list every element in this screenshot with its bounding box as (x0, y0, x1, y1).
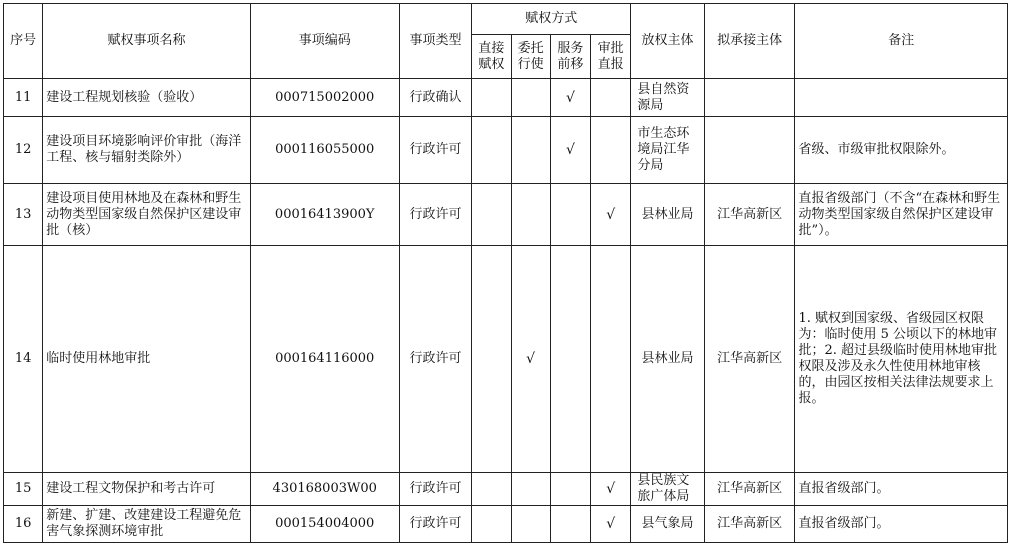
check-empty (511, 506, 550, 543)
check-empty (472, 184, 511, 246)
row-receiver (704, 79, 795, 117)
check-direct-report: √ (591, 473, 631, 506)
check-empty (511, 184, 550, 246)
row-remark (795, 79, 1008, 117)
check-empty (550, 506, 590, 543)
row-type: 行政确认 (399, 79, 472, 117)
row-grantor: 县民族文旅广体局 (631, 473, 705, 506)
check-empty (472, 79, 511, 117)
row-receiver: 江华高新区 (704, 184, 795, 246)
row-type: 行政许可 (399, 184, 472, 246)
header-direct-grant: 直接赋权 (472, 35, 511, 79)
check-empty (511, 79, 550, 117)
check-empty (511, 117, 550, 184)
row-seq: 16 (4, 506, 43, 543)
table-row (4, 506, 1008, 543)
row-name: 建设工程文物保护和考古许可 (43, 473, 250, 506)
check-empty (591, 246, 631, 473)
check-service-forward: √ (550, 117, 590, 184)
header-service-forward: 服务前移 (550, 35, 590, 79)
row-code: 000164116000 (250, 246, 399, 473)
row-grantor: 县林业局 (631, 184, 705, 246)
row-receiver (704, 117, 795, 184)
row-name: 新建、扩建、改建建设工程避免危害气象探测环境审批 (43, 506, 250, 543)
check-empty (591, 79, 631, 117)
row-name: 建设项目环境影响评价审批（海洋工程、核与辐射类除外） (43, 117, 250, 184)
check-empty (550, 184, 590, 246)
row-code: 000154004000 (250, 506, 399, 543)
table-row (4, 473, 1008, 506)
header-grantor: 放权主体 (631, 4, 705, 79)
row-code: 000715002000 (250, 79, 399, 117)
check-empty (591, 117, 631, 184)
header-method: 赋权方式 (472, 4, 631, 35)
empowerment-table (3, 3, 1008, 543)
check-direct-report: √ (591, 506, 631, 543)
row-remark: 直报省级部门（不含“在森林和野生动物类型国家级自然保护区建设审批”）。 (795, 184, 1008, 246)
row-grantor: 县自然资源局 (631, 79, 705, 117)
row-seq: 13 (4, 184, 43, 246)
row-remark: 直报省级部门。 (795, 473, 1008, 506)
row-type: 行政许可 (399, 117, 472, 184)
check-empty (550, 246, 590, 473)
row-remark: 直报省级部门。 (795, 506, 1008, 543)
check-empty (472, 506, 511, 543)
header-seq: 序号 (4, 4, 43, 79)
row-code: 000116055000 (250, 117, 399, 184)
check-empty (472, 246, 511, 473)
row-name: 临时使用林地审批 (43, 246, 250, 473)
check-entrusted: √ (511, 246, 550, 473)
check-service-forward: √ (550, 79, 590, 117)
row-type: 行政许可 (399, 506, 472, 543)
row-grantor: 县林业局 (631, 246, 705, 473)
row-code: 430168003W00 (250, 473, 399, 506)
check-empty (472, 117, 511, 184)
header-direct-report: 审批直报 (591, 35, 631, 79)
table-row (4, 79, 1008, 117)
row-receiver: 江华高新区 (704, 473, 795, 506)
row-seq: 11 (4, 79, 43, 117)
header-type: 事项类型 (399, 4, 472, 79)
table-row (4, 117, 1008, 184)
row-receiver: 江华高新区 (704, 246, 795, 473)
row-seq: 14 (4, 246, 43, 473)
row-type: 行政许可 (399, 246, 472, 473)
row-remark: 省级、市级审批权限除外。 (795, 117, 1008, 184)
table-row (4, 184, 1008, 246)
row-receiver: 江华高新区 (704, 506, 795, 543)
row-remark: 1. 赋权到国家级、省级园区权限为：临时使用 5 公顷以下的林地审批；2. 超过县级临时使用林地审批权限及涉及永久性使用林地审核的，由园区按相关法律法规要求上报。 (795, 246, 1008, 473)
row-type: 行政许可 (399, 473, 472, 506)
row-seq: 15 (4, 473, 43, 506)
header-entrusted: 委托行使 (511, 35, 550, 79)
header-code: 事项编码 (250, 4, 399, 79)
header-remark: 备注 (795, 4, 1008, 79)
check-empty (472, 473, 511, 506)
row-seq: 12 (4, 117, 43, 184)
check-direct-report: √ (591, 184, 631, 246)
check-empty (511, 473, 550, 506)
check-empty (550, 473, 590, 506)
table-row (4, 246, 1008, 473)
row-grantor: 市生态环境局江华分局 (631, 117, 705, 184)
row-name: 建设工程规划核验（验收） (43, 79, 250, 117)
header-name: 赋权事项名称 (43, 4, 250, 79)
header-receiver: 拟承接主体 (704, 4, 795, 79)
row-code: 00016413900Y (250, 184, 399, 246)
row-grantor: 县气象局 (631, 506, 705, 543)
row-name: 建设项目使用林地及在森林和野生动物类型国家级自然保护区建设审批（核） (43, 184, 250, 246)
